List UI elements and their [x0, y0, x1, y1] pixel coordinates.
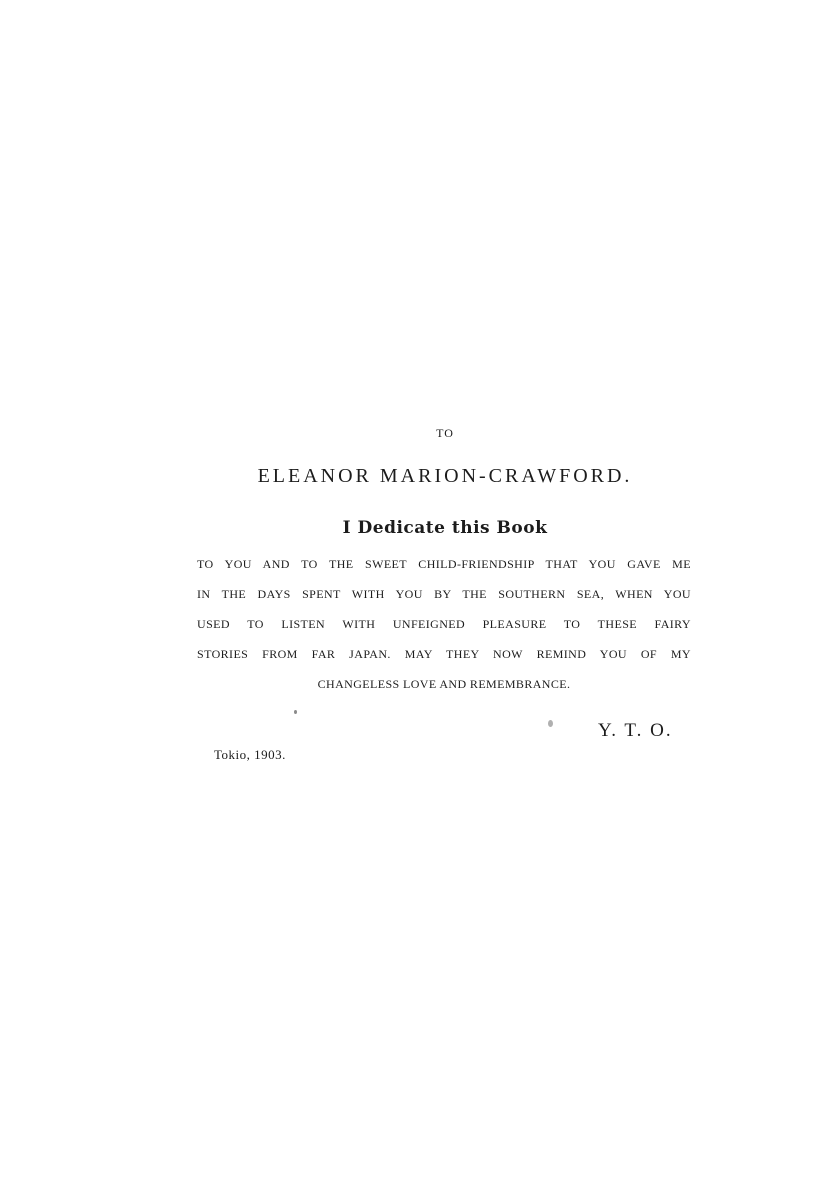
dedication-line: USED TO LISTEN WITH UNFEIGNED PLEASURE TO THESE FAIRY: [197, 617, 691, 631]
place-date: Tokio, 1903.: [214, 747, 286, 762]
ink-speck: [294, 710, 297, 714]
dedication-heading: I Dedicate this Book: [342, 518, 548, 538]
dedication-line: CHANGELESS LOVE AND REMEMBRANCE.: [317, 677, 571, 691]
dedication-line: TO YOU AND TO THE SWEET CHILD-FRIENDSHIP THAT YOU GAVE ME: [197, 557, 691, 571]
dedicatee-name: ELEANOR MARION-CRAWFORD.: [257, 465, 633, 487]
dedication-text: [197, 557, 691, 707]
dedication-line: IN THE DAYS SPENT WITH YOU BY THE SOUTHERN SEA, WHEN YOU: [197, 587, 691, 601]
ink-speck: [548, 720, 553, 727]
dedication-line: STORIES FROM FAR JAPAN. MAY THEY NOW REMIND YOU OF MY: [197, 647, 691, 661]
signature-initials: Y. T. O.: [598, 720, 673, 741]
to-line: TO: [436, 426, 454, 440]
